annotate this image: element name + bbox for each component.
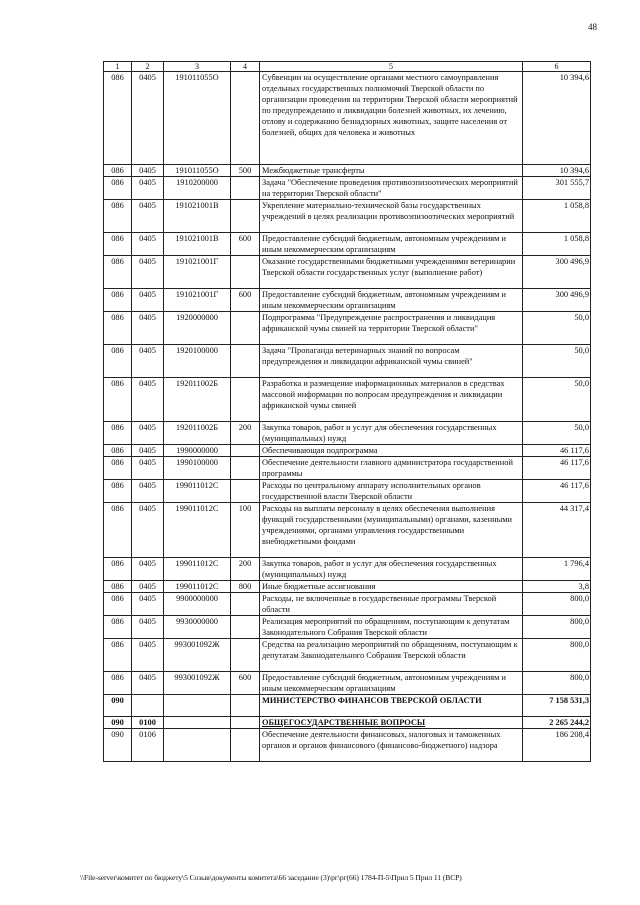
section-cell: 0405 — [132, 289, 164, 312]
description-cell: Разработка и размещение информационных материалов в средствах массовой информации по вопросам предупреждения и ликвидации африканской чумы свиней — [260, 378, 523, 422]
page-number: 48 — [588, 22, 597, 32]
description-cell: Предоставление субсидий бюджетным, автономным учреждениям и иным некоммерческим организациям — [260, 289, 523, 312]
table-row — [104, 72, 591, 165]
amount-cell: 300 496,9 — [523, 289, 591, 312]
amount-cell: 50,0 — [523, 345, 591, 378]
budget-table — [103, 61, 591, 762]
description-cell: Закупка товаров, работ и услуг для обеспечения государственных (муниципальных) нужд — [260, 422, 523, 445]
expense-type-cell — [231, 177, 260, 200]
target-article-cell: 9900000000 — [164, 593, 231, 616]
target-article-cell: 191021001Г — [164, 289, 231, 312]
description-cell: Подпрограмма "Предупреждение распространения и ликвидация африканской чумы свиней на территории Тверской области" — [260, 312, 523, 345]
section-cell: 0405 — [132, 165, 164, 177]
description-cell: Закупка товаров, работ и услуг для обеспечения государственных (муниципальных) нужд — [260, 558, 523, 581]
section-cell: 0405 — [132, 616, 164, 639]
code-cell: 086 — [104, 503, 132, 558]
section-cell: 0405 — [132, 422, 164, 445]
table-row — [104, 289, 591, 312]
target-article-cell: 191011055О — [164, 72, 231, 165]
code-cell: 086 — [104, 378, 132, 422]
description-cell: Задача "Пропаганда ветеринарных знаний по вопросам предупреждения и ликвидации африканской чумы свиней" — [260, 345, 523, 378]
section-cell: 0405 — [132, 480, 164, 503]
table-body — [104, 72, 591, 762]
table-row — [104, 233, 591, 256]
expense-type-cell — [231, 457, 260, 480]
description-cell: Оказание государственными бюджетными учреждениями ветеринарии Тверской области государственных услуг (выполнение работ) — [260, 256, 523, 289]
target-article-cell: 1920000000 — [164, 312, 231, 345]
amount-cell: 7 158 531,3 — [523, 695, 591, 717]
section-cell: 0405 — [132, 558, 164, 581]
code-cell: 086 — [104, 72, 132, 165]
target-article-cell: 191021001Г — [164, 256, 231, 289]
section-cell: 0405 — [132, 72, 164, 165]
amount-cell: 1 058,8 — [523, 233, 591, 256]
expense-type-cell — [231, 312, 260, 345]
section-cell: 0405 — [132, 177, 164, 200]
section-cell: 0405 — [132, 200, 164, 233]
table-row — [104, 616, 591, 639]
amount-cell: 10 394,6 — [523, 165, 591, 177]
amount-cell: 186 208,4 — [523, 729, 591, 762]
section-cell: 0405 — [132, 445, 164, 457]
description-cell: Расходы на выплаты персоналу в целях обеспечения выполнения функций государственными (муниципальными) органами, казенными учреждениями, органами управления государственными внебюджетными фондами — [260, 503, 523, 558]
table-row — [104, 672, 591, 695]
code-cell: 090 — [104, 695, 132, 717]
section-cell: 0405 — [132, 256, 164, 289]
expense-type-cell — [231, 480, 260, 503]
description-cell: Обеспечение деятельности финансовых, налоговых и таможенных органов и органов финансового (финансово-бюджетного) надзора — [260, 729, 523, 762]
target-article-cell — [164, 729, 231, 762]
section-cell: 0405 — [132, 312, 164, 345]
header-cell: 2 — [132, 62, 164, 72]
target-article-cell: 1990100000 — [164, 457, 231, 480]
header-cell: 4 — [231, 62, 260, 72]
table-row — [104, 345, 591, 378]
code-cell: 086 — [104, 312, 132, 345]
section-cell: 0405 — [132, 503, 164, 558]
code-cell: 086 — [104, 672, 132, 695]
code-cell: 086 — [104, 558, 132, 581]
table-row — [104, 422, 591, 445]
section-cell: 0405 — [132, 639, 164, 672]
table-row — [104, 581, 591, 593]
expense-type-cell — [231, 717, 260, 729]
target-article-cell: 191021001В — [164, 200, 231, 233]
description-cell: Обеспечивающая подпрограмма — [260, 445, 523, 457]
target-article-cell: 1910200000 — [164, 177, 231, 200]
table-row — [104, 177, 591, 200]
section-cell: 0405 — [132, 378, 164, 422]
target-article-cell: 191011055О — [164, 165, 231, 177]
target-article-cell: 191021001В — [164, 233, 231, 256]
target-article-cell: 993001092Ж — [164, 672, 231, 695]
code-cell: 086 — [104, 480, 132, 503]
file-path-footer: \\File-server\комитет по бюджету\5 Созыв\документы комитета\66 заседание (3)\рг\рг(66) 1784-П-5\Прил 5 Прил 11 (ВСР) — [80, 873, 462, 882]
table-row — [104, 165, 591, 177]
amount-cell: 50,0 — [523, 378, 591, 422]
target-article-cell: 1920100000 — [164, 345, 231, 378]
table-row — [104, 503, 591, 558]
section-cell: 0405 — [132, 593, 164, 616]
expense-type-cell — [231, 345, 260, 378]
code-cell: 086 — [104, 256, 132, 289]
expense-type-cell — [231, 729, 260, 762]
description-cell: Иные бюджетные ассигнования — [260, 581, 523, 593]
code-cell: 086 — [104, 581, 132, 593]
expense-type-cell — [231, 200, 260, 233]
target-article-cell: 192011002Б — [164, 422, 231, 445]
code-cell: 090 — [104, 729, 132, 762]
target-article-cell — [164, 695, 231, 717]
description-cell: Реализация мероприятий по обращениям, поступающим к депутатам Законодательного Собрания Тверской области — [260, 616, 523, 639]
section-cell — [132, 695, 164, 717]
amount-cell: 3,8 — [523, 581, 591, 593]
target-article-cell: 192011002Б — [164, 378, 231, 422]
section-cell: 0405 — [132, 672, 164, 695]
code-cell: 086 — [104, 639, 132, 672]
section-cell: 0106 — [132, 729, 164, 762]
table-row — [104, 717, 591, 729]
amount-cell: 800,0 — [523, 672, 591, 695]
amount-cell: 1 058,8 — [523, 200, 591, 233]
target-article-cell: 199011012С — [164, 480, 231, 503]
description-cell: Укрепление материально-технической базы государственных учреждений в целях реализации противоэпизоотических мероприятий — [260, 200, 523, 233]
expense-type-cell — [231, 695, 260, 717]
code-cell: 086 — [104, 616, 132, 639]
description-cell: Межбюджетные трансферты — [260, 165, 523, 177]
expense-type-cell: 600 — [231, 289, 260, 312]
description-cell: Средства на реализацию мероприятий по обращениям, поступающим к депутатам Законодательного Собрания Тверской области — [260, 639, 523, 672]
target-article-cell: 199011012С — [164, 558, 231, 581]
expense-type-cell — [231, 72, 260, 165]
section-cell: 0405 — [132, 581, 164, 593]
description-cell: Задача "Обеспечение проведения противоэпизоотических мероприятий на территории Тверской области" — [260, 177, 523, 200]
table-row — [104, 378, 591, 422]
amount-cell: 800,0 — [523, 639, 591, 672]
table-row — [104, 312, 591, 345]
expense-type-cell: 800 — [231, 581, 260, 593]
amount-cell: 800,0 — [523, 593, 591, 616]
code-cell: 086 — [104, 445, 132, 457]
table-row — [104, 558, 591, 581]
section-cell: 0405 — [132, 233, 164, 256]
code-cell: 086 — [104, 177, 132, 200]
header-cell: 6 — [523, 62, 591, 72]
target-article-cell — [164, 717, 231, 729]
expense-type-cell: 600 — [231, 672, 260, 695]
code-cell: 086 — [104, 345, 132, 378]
amount-cell: 301 555,7 — [523, 177, 591, 200]
expense-type-cell: 200 — [231, 558, 260, 581]
expense-type-cell — [231, 445, 260, 457]
amount-cell: 50,0 — [523, 312, 591, 345]
table-row — [104, 200, 591, 233]
description-cell: ОБЩЕГОСУДАРСТВЕННЫЕ ВОПРОСЫ — [260, 717, 523, 729]
section-cell: 0100 — [132, 717, 164, 729]
target-article-cell: 993001092Ж — [164, 639, 231, 672]
amount-cell: 46 117,6 — [523, 445, 591, 457]
expense-type-cell — [231, 378, 260, 422]
amount-cell: 300 496,9 — [523, 256, 591, 289]
expense-type-cell — [231, 639, 260, 672]
table-row — [104, 695, 591, 717]
description-cell: Предоставление субсидий бюджетным, автономным учреждениям и иным некоммерческим организациям — [260, 672, 523, 695]
code-cell: 086 — [104, 289, 132, 312]
table-row — [104, 593, 591, 616]
header-cell: 5 — [260, 62, 523, 72]
header-cell: 1 — [104, 62, 132, 72]
table-row — [104, 729, 591, 762]
expense-type-cell: 200 — [231, 422, 260, 445]
code-cell: 086 — [104, 200, 132, 233]
section-cell: 0405 — [132, 457, 164, 480]
description-cell: Обеспечение деятельности главного администратора государственной программы — [260, 457, 523, 480]
table-row — [104, 457, 591, 480]
expense-type-cell: 500 — [231, 165, 260, 177]
target-article-cell: 199011012С — [164, 503, 231, 558]
amount-cell: 800,0 — [523, 616, 591, 639]
amount-cell: 10 394,6 — [523, 72, 591, 165]
description-cell: Расходы по центральному аппарату исполнительных органов государственной власти Тверской области — [260, 480, 523, 503]
code-cell: 086 — [104, 457, 132, 480]
target-article-cell: 9930000000 — [164, 616, 231, 639]
description-cell: Предоставление субсидий бюджетным, автономным учреждениям и иным некоммерческим организациям — [260, 233, 523, 256]
description-cell: МИНИСТЕРСТВО ФИНАНСОВ ТВЕРСКОЙ ОБЛАСТИ — [260, 695, 523, 717]
amount-cell: 2 265 244,2 — [523, 717, 591, 729]
code-cell: 086 — [104, 422, 132, 445]
code-cell: 086 — [104, 593, 132, 616]
code-cell: 086 — [104, 165, 132, 177]
table-header — [104, 62, 591, 72]
amount-cell: 1 796,4 — [523, 558, 591, 581]
expense-type-cell — [231, 593, 260, 616]
table-row — [104, 445, 591, 457]
amount-cell: 46 117,6 — [523, 480, 591, 503]
table-row — [104, 256, 591, 289]
expense-type-cell — [231, 616, 260, 639]
amount-cell: 44 317,4 — [523, 503, 591, 558]
expense-type-cell: 100 — [231, 503, 260, 558]
table-row — [104, 639, 591, 672]
section-cell: 0405 — [132, 345, 164, 378]
header-cell: 3 — [164, 62, 231, 72]
description-cell: Субвенции на осуществление органами местного самоуправления отдельных государственных полномочий Тверской области по организации проведения на территории Тверской области мероприятий по предупреждению и ликвидации болезней животных, их лечению, отлову и содержанию безнадзорных животных, защите населения от болезней, общих для человека и животных — [260, 72, 523, 165]
expense-type-cell: 600 — [231, 233, 260, 256]
expense-type-cell — [231, 256, 260, 289]
description-cell: Расходы, не включенные в государственные программы Тверской области — [260, 593, 523, 616]
code-cell: 086 — [104, 233, 132, 256]
target-article-cell: 199011012С — [164, 581, 231, 593]
table-row — [104, 480, 591, 503]
code-cell: 090 — [104, 717, 132, 729]
amount-cell: 46 117,6 — [523, 457, 591, 480]
target-article-cell: 1990000000 — [164, 445, 231, 457]
amount-cell: 50,0 — [523, 422, 591, 445]
